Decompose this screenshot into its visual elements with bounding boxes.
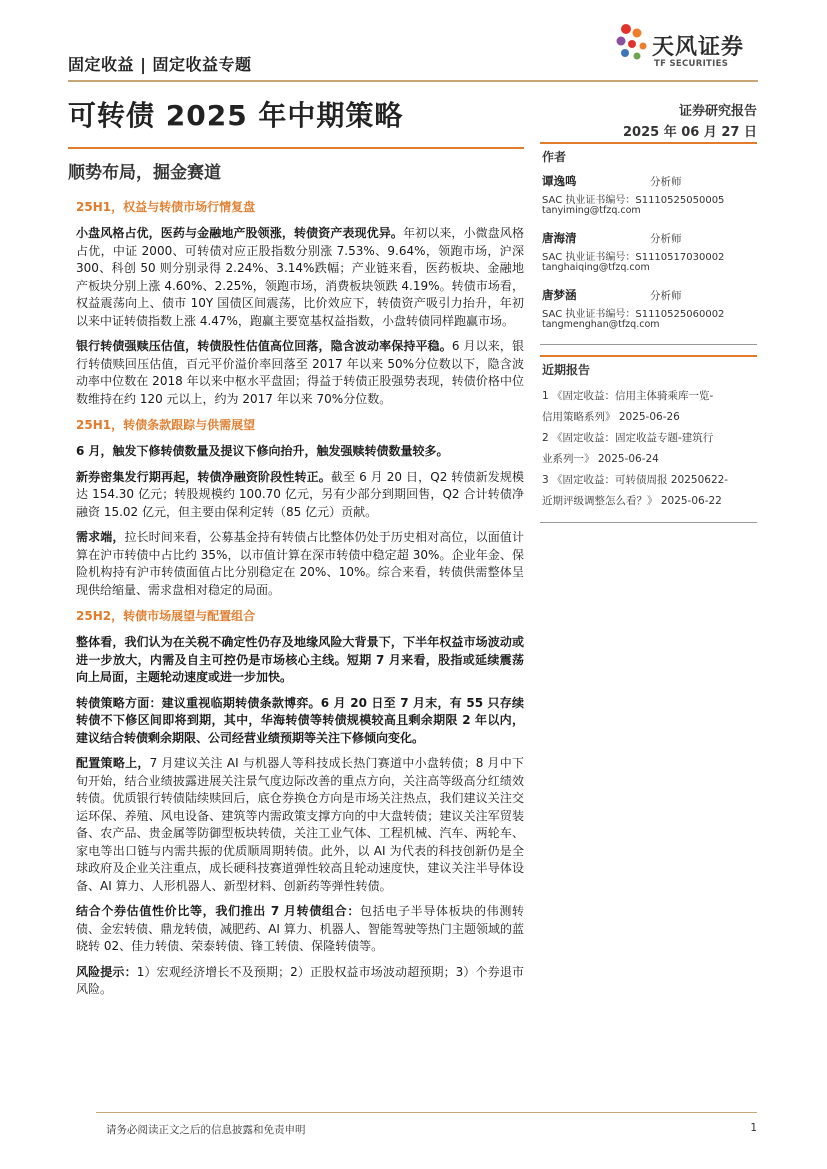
recent-report-line: 2 《固定收益：固定收益专题-建筑行	[542, 432, 714, 444]
section-heading: 25H2，转债市场展望与配置组合	[76, 609, 256, 623]
authors-heading: 作者	[540, 142, 757, 169]
paragraph-lead: 配置策略上，	[76, 756, 150, 770]
analyst-role: 分析师	[650, 176, 682, 188]
paragraph	[76, 469, 524, 522]
paragraph	[76, 225, 524, 330]
logo-cn: 天风证券	[652, 35, 745, 60]
analyst-card	[542, 169, 757, 226]
analyst-cert: SAC 执业证书编号：S1110517030002	[542, 252, 725, 263]
paragraph-text: 7 月建议关注 AI 与机器人等科技成长热门赛道中小盘转债；8 月中下旬开始，结合业绩披露进展关注景气度边际改善的重点方向，关注高等级高分红绩效转债。优质银行转债陆续赎回后，底仓券换仓方向是市场关注热点，我们建议关注交运环保、养殖、风电设备、建筑等内需政策支撑方向的中大盘转债；建议关注军贸装备、农产品、贵金属等防御型板块转债，关注工业气体、工程机械、汽车、两轮车、家电等出口链与内需共振的优质顺周期转债。此外，以 AI 为代表的科技创新仍是全球政府及企业关注重点，成长硬科技赛道弹性较高且轮动速度快，建议关注半导体设备、AI 算力、人形机器人、新型材料、创新药等弹性转债。	[76, 756, 524, 893]
analyst-role: 分析师	[650, 233, 682, 245]
recent-report-item[interactable]	[542, 428, 757, 470]
title-divider	[68, 147, 524, 149]
section-heading: 25H1，权益与转债市场行情复盘	[76, 200, 256, 214]
report-title: 可转债 2025 年中期策略	[68, 99, 404, 132]
paragraph	[76, 964, 524, 999]
report-category: 固定收益 | 固定收益专题	[68, 55, 252, 74]
analyst-role: 分析师	[650, 290, 682, 302]
analyst-card	[542, 226, 757, 283]
footer-disclaimer: 请务必阅读正文之后的信息披露和免责申明	[106, 1124, 306, 1136]
page-number: 1	[750, 1122, 757, 1134]
footer-divider	[96, 1112, 757, 1113]
paragraph-lead: 转债策略方面：建议重视临期转债条款博弈。6 月 20 日至 7 月末，有 55 只存续转债不下修区间即将到期，其中，华海转债等转债规模较高且剩余期限 2 年以内，建议结合转债剩余期限、公司经营业绩预期等关注下修倾向变化。	[76, 695, 524, 745]
analyst-email[interactable]: tanyiming@tfzq.com	[542, 205, 641, 216]
paragraph-text: 1）宏观经济增长不及预期；2）正股权益市场波动超预期；3）个券退市风险。	[76, 964, 524, 996]
paragraph	[76, 695, 524, 748]
section-heading: 25H1，转债条款跟踪与供需展望	[76, 418, 256, 432]
paragraph	[76, 755, 524, 895]
paragraph-lead: 6 月，触发下修转债数量及提议下修向抬升，触发强赎转债数量较多。	[76, 444, 449, 458]
tf-securities-logo	[612, 20, 762, 70]
paragraph-text: 截至 6 月 20 日，Q2 转债新发规模达 154.30 亿元；转股规模约 100.70 亿元，另有少部分到期回售，Q2 合计转债净融资 15.02 亿元，但主要由保利定转（85 亿元）贡献。	[76, 469, 524, 519]
recent-report-line: 1 《固定收益：信用主体骑乘库一览-	[542, 390, 714, 402]
recent-report-item[interactable]	[542, 386, 757, 428]
paragraph-lead: 银行转债强赎压估值，转债股性估值高位回落，隐含波动率保持平稳。	[76, 339, 452, 353]
sidebar	[540, 142, 757, 523]
sidebar-divider	[540, 522, 757, 523]
paragraph-text: 年初以来，小微盘风格占优，中证 2000、可转债对应正股指数分别涨 7.53%、9.64%，领跑市场，沪深 300、科创 50 则分别录得 2.24%、3.14%跌幅；产业链来看，医药板块、金融地产板块分别上涨 4.60%、2.25%，领跑市场，消费板块领跌 4.19%。转债市场看，权益震荡向上、债市 10Y 国债区间震荡，比价效应下，转债资产吸引力抬升，年初以来中证转债指数上涨 4.47%，跑赢主要宽基权益指数，小盘转债同样跑赢市场。	[76, 226, 524, 328]
recent-report-line: 近期评级调整怎么看？》 2025-06-22	[542, 495, 722, 507]
logo-en: TF SECURITIES	[654, 59, 729, 69]
recent-report-line: 业系列一》 2025-06-24	[542, 453, 659, 465]
paragraph-lead: 风险提示：	[76, 964, 137, 979]
paragraph	[76, 338, 524, 408]
analyst-cert: SAC 执业证书编号：S1110525060002	[542, 309, 725, 320]
analyst-name: 唐海清	[542, 231, 577, 245]
analyst-name: 唐梦涵	[542, 288, 577, 302]
paragraph	[76, 903, 524, 956]
header-divider	[68, 80, 758, 82]
paragraph-text: 包括电子半导体板块的伟测转债、金宏转债、鼎龙转债，减肥药、AI 算力、机器人、智能驾驶等热门主题领域的蓝晓转 02、佳力转债、荣泰转债、锋工转债、保隆转债等。	[76, 904, 524, 953]
analyst-email[interactable]: tangmenghan@tfzq.com	[542, 319, 660, 330]
analyst-card	[542, 283, 757, 340]
report-type: 证券研究报告	[678, 104, 757, 119]
paragraph-text: 6 月以来，银行转债赎回压估值，百元平价溢价率回落至 2017 年以来 50%分位数以下，隐含波动率中位数在 2018 年以来中枢水平盘固；得益于转债正股强势表现，转债价格中位数维持在约 120 元以上，约为 2017 年以来 70%分位数。	[76, 339, 524, 406]
recent-reports-list	[542, 386, 757, 512]
recent-report-line: 3 《固定收益：可转债周报 20250622-	[542, 474, 729, 486]
paragraph	[76, 529, 524, 599]
paragraph-lead: 整体看，我们认为在关税不确定性仍存及地缘风险大背景下，下半年权益市场波动或进一步放大，内需及自主可控仍是市场核心主线。短期 7 月来看，股指或延续震荡向上局面，主题轮动速度或进一步加快。	[76, 635, 524, 684]
report-subtitle: 顺势布局，掘金赛道	[68, 163, 221, 183]
paragraph-text: 拉长时间来看，公募基金持有转债占比整体仍处于历史相对高位，以面值计算在沪市转债中占比约 35%，以市值计算在深市转债中稳定超 30%。企业年金、保险机构持有沪市转债面值占比分别稳定在 20%、10%。综合来看，转债供需整体呈现供给缩量、需求盘相对稳定的局面。	[76, 530, 524, 597]
recent-reports-heading: 近期报告	[540, 355, 757, 382]
paragraph-lead: 结合个券估值性价比等，我们推出 7 月转债组合：	[76, 904, 360, 918]
paragraph	[76, 443, 524, 461]
paragraph-lead: 新券密集发行期再起，转债净融资阶段性转正。	[76, 469, 331, 484]
paragraph-lead: 需求端，	[76, 530, 125, 544]
analyst-name: 谭逸鸣	[542, 174, 577, 188]
analyst-email[interactable]: tanghaiqing@tfzq.com	[542, 262, 650, 273]
logo-mark-icon	[612, 20, 652, 66]
analyst-cert: SAC 执业证书编号：S1110525050005	[542, 195, 725, 206]
report-date: 2025 年 06 月 27 日	[623, 125, 757, 140]
recent-report-item[interactable]	[542, 470, 757, 512]
recent-report-line: 信用策略系列》 2025-06-26	[542, 411, 680, 423]
main-content	[68, 192, 524, 1007]
paragraph-lead: 小盘风格占优，医药与金融地产股领涨，转债资产表现优异。	[76, 226, 403, 240]
paragraph	[76, 634, 524, 687]
